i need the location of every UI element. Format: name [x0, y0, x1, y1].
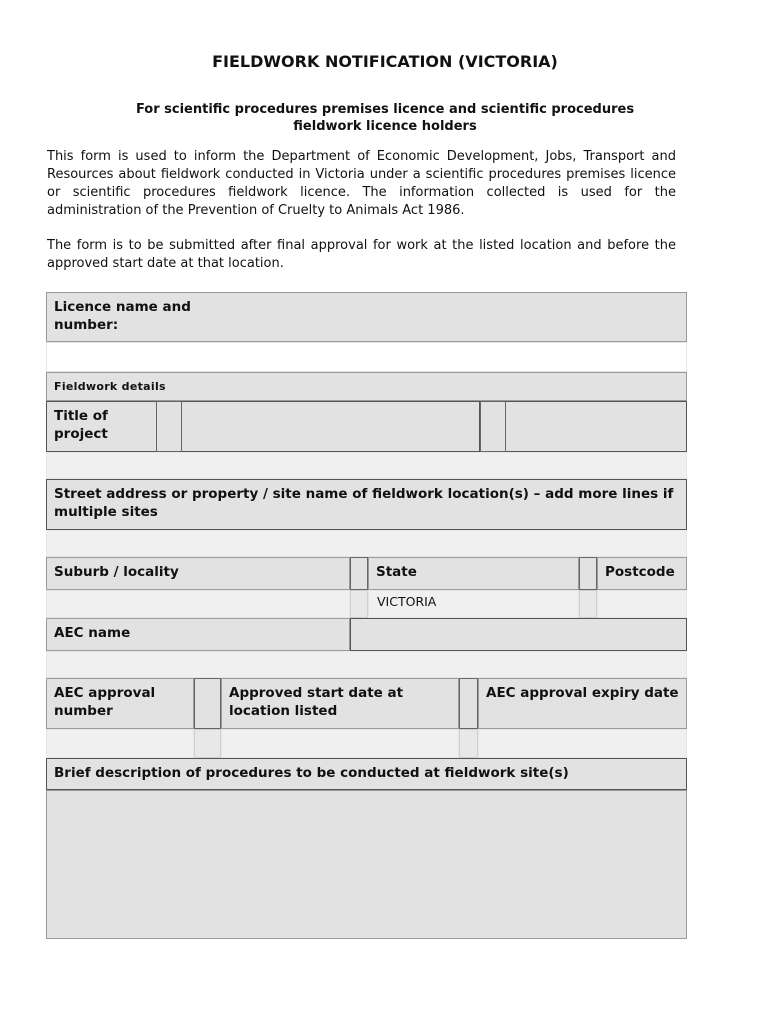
title-of-project-box-1[interactable] — [156, 401, 182, 452]
licence-label: Licence name and number: — [54, 299, 191, 333]
state-label: State — [376, 564, 417, 580]
approved-start-date-label: Approved start date at location listed — [229, 685, 404, 719]
brief-description-label: Brief description of procedures to be conducted at fieldwork site(s) — [54, 765, 569, 781]
postcode-label: Postcode — [605, 564, 675, 580]
aec-approval-expiry-input[interactable] — [478, 729, 687, 758]
aec-approval-input-divider-1 — [194, 729, 221, 758]
street-address-label: Street address or property / site name of fieldwork location(s) – add more lines if multiple sites — [54, 486, 674, 520]
fieldwork-details-label: Fieldwork details — [54, 380, 166, 393]
suburb-label: Suburb / locality — [54, 564, 179, 580]
title-of-project-box-2[interactable] — [480, 401, 506, 452]
title-of-project-label: Title of project — [54, 408, 108, 442]
licence-input[interactable] — [46, 342, 687, 372]
street-address-row — [46, 479, 687, 530]
suburb-input[interactable] — [46, 590, 350, 618]
spacer-row-2 — [46, 651, 687, 678]
brief-description-row — [46, 758, 687, 790]
state-cell — [368, 557, 579, 590]
aec-approval-expiry-label: AEC approval expiry date — [486, 685, 679, 701]
aec-approval-number-cell — [46, 678, 194, 729]
approved-start-date-input[interactable] — [221, 729, 459, 758]
postcode-cell — [597, 557, 687, 590]
postcode-input[interactable] — [597, 590, 687, 618]
state-value: VICTORIA — [377, 594, 437, 609]
suburb-state-divider — [350, 557, 368, 590]
aec-approval-number-label: AEC approval number — [54, 685, 156, 719]
spacer-row-1 — [46, 452, 687, 479]
state-input[interactable] — [368, 590, 579, 618]
title-of-project-input[interactable] — [182, 401, 480, 452]
suburb-input-divider — [350, 590, 368, 618]
form-subtitle: For scientific procedures premises licence and scientific procedures fieldwork licence holders — [135, 102, 635, 134]
fieldwork-details-header — [46, 372, 687, 401]
aec-name-label: AEC name — [54, 625, 131, 641]
state-postcode-divider — [579, 557, 597, 590]
approved-start-date-cell — [221, 678, 459, 729]
suburb-cell — [46, 557, 350, 590]
submission-paragraph: The form is to be submitted after final approval for work at the listed location and before the approved start date at that location. — [47, 238, 676, 271]
aec-approval-input-divider-2 — [459, 729, 478, 758]
aec-name-cell — [46, 618, 350, 651]
aec-approval-divider-2 — [459, 678, 478, 729]
postcode-input-divider — [579, 590, 597, 618]
street-address-input[interactable] — [46, 530, 687, 557]
aec-name-input[interactable] — [350, 618, 687, 651]
licence-row — [46, 292, 687, 342]
aec-approval-divider-1 — [194, 678, 221, 729]
brief-description-input[interactable] — [46, 790, 687, 939]
form-title: FIELDWORK NOTIFICATION (VICTORIA) — [212, 52, 558, 71]
aec-approval-number-input[interactable] — [46, 729, 194, 758]
aec-approval-expiry-cell — [478, 678, 687, 729]
intro-paragraph: This form is used to inform the Department of Economic Development, Jobs, Transport and Resources about fieldwork conducted in Victoria under a scientific procedures premises licence or scientific procedures fieldwork licence. The information collected is used for the administration of the Prevention of Cruelty to Animals Act 1986. — [47, 149, 676, 218]
